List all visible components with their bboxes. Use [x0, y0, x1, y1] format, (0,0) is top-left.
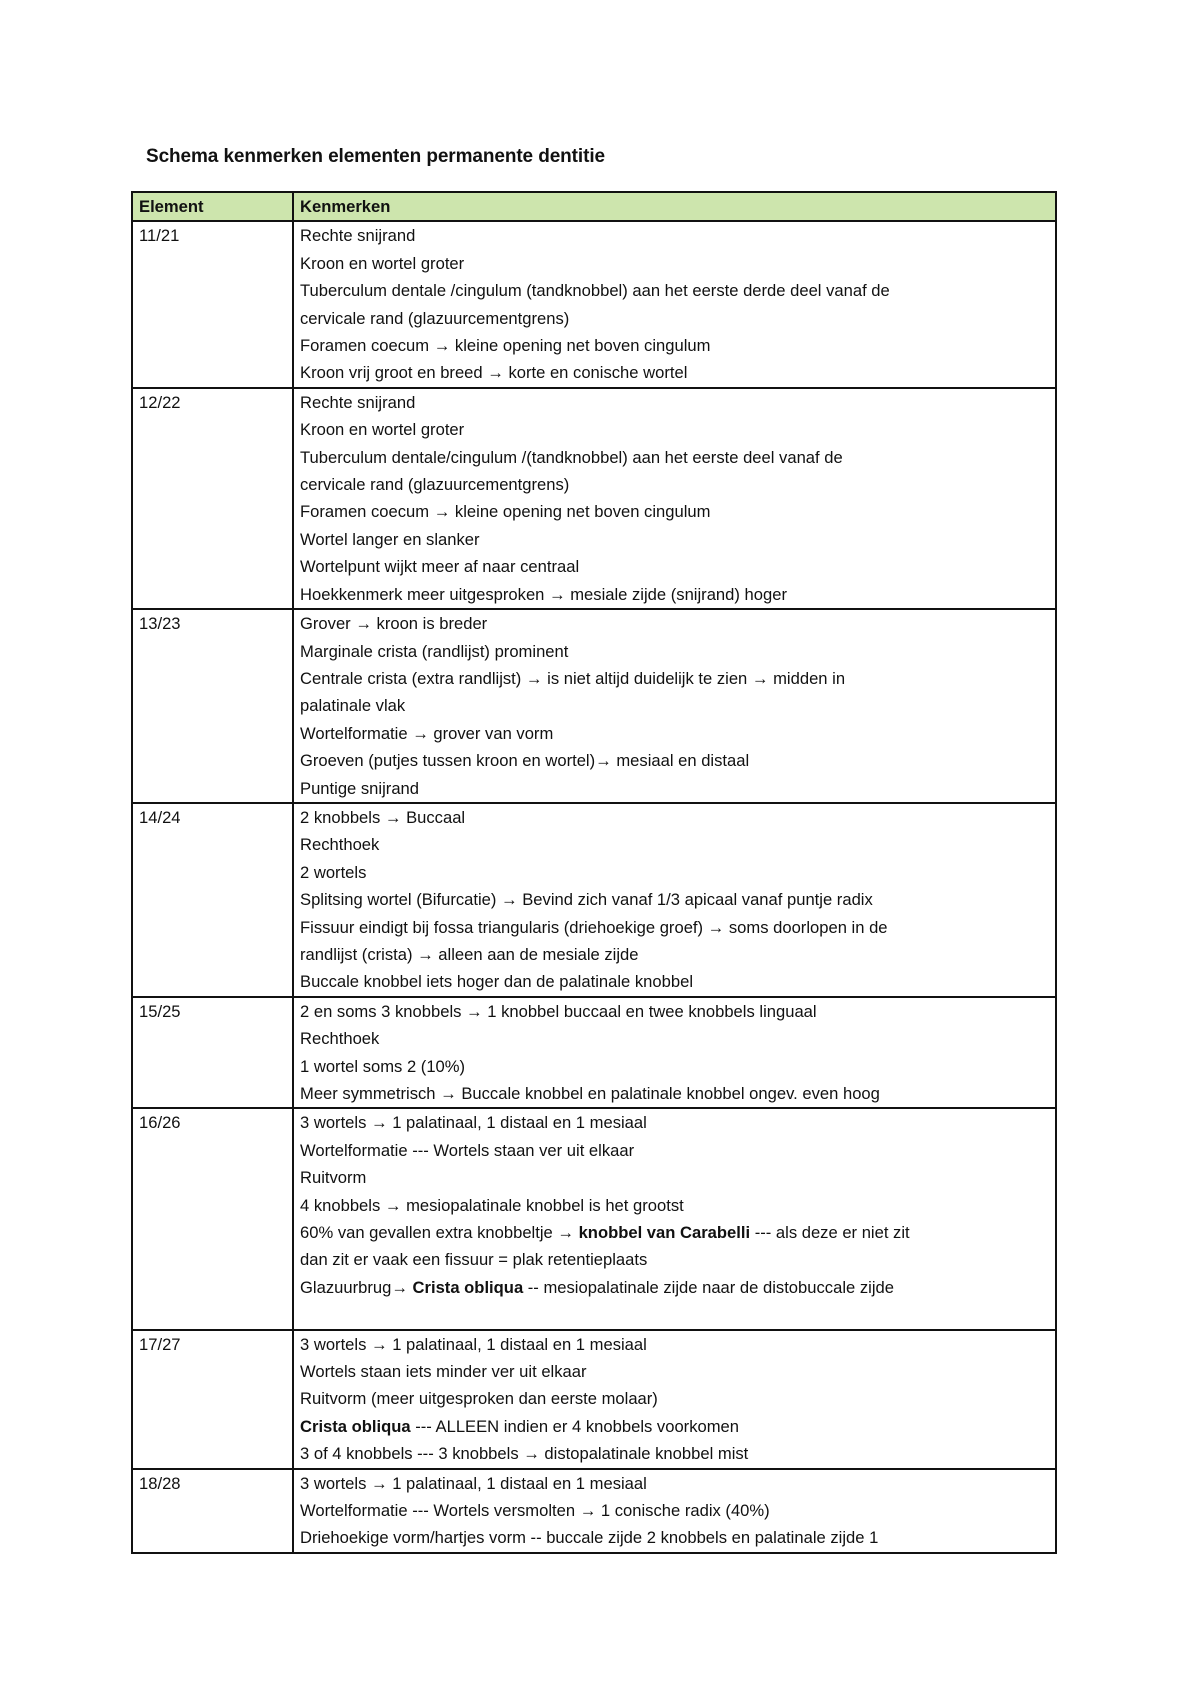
- text-segment: Tuberculum dentale /cingulum (tandknobbel) aan het eerste derde deel vanaf de: [300, 281, 890, 301]
- characteristic-line: [300, 747, 1050, 774]
- characteristic-line: [300, 914, 1050, 941]
- characteristic-line: [300, 692, 1050, 719]
- characteristic-line: [300, 332, 1050, 359]
- element-cell: 11/21: [132, 221, 293, 387]
- characteristic-line: [300, 498, 1050, 525]
- text-segment: --- als deze er niet zit: [750, 1223, 910, 1243]
- characteristic-line: [300, 444, 1050, 471]
- characteristic-line: [300, 941, 1050, 968]
- table-row: [132, 1108, 1056, 1329]
- characteristics-cell: [293, 1469, 1056, 1553]
- text-segment: cervicale rand (glazuurcementgrens): [300, 308, 570, 328]
- characteristic-line: [300, 665, 1050, 692]
- characteristic-line: [300, 1137, 1050, 1164]
- text-segment: Driehoekige vorm/hartjes vorm -- buccale zijde 2 knobbels en palatinale zijde 1: [300, 1528, 879, 1548]
- text-segment: Foramen coecum → kleine opening net boven cingulum: [300, 336, 711, 356]
- table-row: [132, 388, 1056, 609]
- text-segment: Wortelformatie --- Wortels versmolten → 1 conische radix (40%): [300, 1501, 770, 1521]
- text-segment: -- mesiopalatinale zijde naar de distobuccale zijde: [523, 1277, 894, 1297]
- characteristics-cell: [293, 803, 1056, 997]
- text-segment: Hoekkenmerk meer uitgesproken → mesiale zijde (snijrand) hoger: [300, 584, 787, 604]
- text-segment: palatinale vlak: [300, 696, 406, 716]
- bold-term: Crista obliqua: [300, 1416, 411, 1436]
- text-segment: Centrale crista (extra randlijst) → is niet altijd duidelijk te zien → midden in: [300, 668, 846, 688]
- characteristic-line: [300, 968, 1050, 995]
- text-segment: 2 wortels: [300, 862, 367, 882]
- text-segment: Puntige snijrand: [300, 778, 420, 798]
- characteristics-table: [131, 191, 1057, 1554]
- text-segment: 1 wortel soms 2 (10%): [300, 1056, 466, 1076]
- characteristics-cell: [293, 388, 1056, 609]
- characteristic-line: [300, 1274, 1050, 1301]
- characteristic-line: [300, 638, 1050, 665]
- characteristic-line: [300, 553, 1050, 580]
- characteristic-line: [300, 1080, 1050, 1107]
- table-body: [132, 221, 1056, 1552]
- column-header-element: Element: [132, 192, 293, 221]
- table-row: [132, 609, 1056, 803]
- text-segment: 3 wortels → 1 palatinaal, 1 distaal en 1 mesiaal: [300, 1113, 647, 1133]
- text-segment: Groeven (putjes tussen kroon en wortel)→ mesiaal en distaal: [300, 751, 750, 771]
- text-segment: Rechte snijrand: [300, 226, 416, 246]
- table-header-row: [132, 192, 1056, 221]
- characteristic-line: [300, 250, 1050, 277]
- characteristic-line: [300, 305, 1050, 332]
- characteristic-line: [300, 720, 1050, 747]
- characteristic-line: [300, 1219, 1050, 1246]
- characteristic-line: [300, 998, 1050, 1025]
- text-segment: 3 wortels → 1 palatinaal, 1 distaal en 1 mesiaal: [300, 1334, 647, 1354]
- characteristic-line: [300, 775, 1050, 802]
- characteristic-line: [300, 1246, 1050, 1273]
- text-segment: 3 wortels → 1 palatinaal, 1 distaal en 1 mesiaal: [300, 1473, 647, 1493]
- text-segment: Rechte snijrand: [300, 392, 416, 412]
- element-cell: 15/25: [132, 997, 293, 1109]
- bold-term: knobbel van Carabelli: [578, 1223, 751, 1243]
- characteristic-line: [300, 416, 1050, 443]
- characteristic-line: [300, 1164, 1050, 1191]
- text-segment: Wortel langer en slanker: [300, 529, 480, 549]
- text-segment: --- ALLEEN indien er 4 knobbels voorkomen: [410, 1416, 739, 1436]
- characteristics-cell: [293, 609, 1056, 803]
- text-segment: Ruitvorm: [300, 1168, 367, 1188]
- characteristic-line: [300, 804, 1050, 831]
- characteristic-line: [300, 1470, 1050, 1497]
- text-segment: 2 en soms 3 knobbels → 1 knobbel buccaal en twee knobbels linguaal: [300, 1001, 817, 1021]
- characteristic-line: [300, 1440, 1050, 1467]
- characteristic-line: [300, 1331, 1050, 1358]
- page-title: Schema kenmerken elementen permanente dentitie: [146, 146, 605, 167]
- element-cell: 13/23: [132, 609, 293, 803]
- text-segment: 3 of 4 knobbels --- 3 knobbels → distopalatinale knobbel mist: [300, 1444, 749, 1464]
- table-row: [132, 1330, 1056, 1469]
- characteristic-line: [300, 859, 1050, 886]
- characteristic-line: [300, 389, 1050, 416]
- text-segment: Wortelformatie --- Wortels staan ver uit elkaar: [300, 1140, 635, 1160]
- text-segment: Splitsing wortel (Bifurcatie) → Bevind zich vanaf 1/3 apicaal vanaf puntje radix: [300, 890, 873, 910]
- text-segment: Meer symmetrisch → Buccale knobbel en palatinale knobbel ongev. even hoog: [300, 1084, 880, 1103]
- element-cell: 12/22: [132, 388, 293, 609]
- text-segment: cervicale rand (glazuurcementgrens): [300, 475, 570, 495]
- text-segment: Marginale crista (randlijst) prominent: [300, 641, 569, 661]
- characteristic-line: [300, 1413, 1050, 1440]
- characteristic-line: [300, 471, 1050, 498]
- characteristic-line: [300, 1109, 1050, 1136]
- characteristics-cell: [293, 1108, 1056, 1329]
- characteristic-line: [300, 610, 1050, 637]
- characteristic-line: [300, 581, 1050, 608]
- characteristics-cell: [293, 997, 1056, 1109]
- text-segment: 2 knobbels → Buccaal: [300, 807, 466, 827]
- text-segment: Rechthoek: [300, 835, 380, 855]
- empty-line: [300, 1301, 1050, 1328]
- characteristic-line: [300, 1497, 1050, 1524]
- text-segment: Grover → kroon is breder: [300, 614, 488, 634]
- characteristic-line: [300, 1524, 1050, 1551]
- text-segment: Wortelpunt wijkt meer af naar centraal: [300, 557, 580, 577]
- text-segment: Wortels staan iets minder ver uit elkaar: [300, 1362, 587, 1382]
- text-segment: Wortelformatie → grover van vorm: [300, 723, 554, 743]
- text-segment: Tuberculum dentale/cingulum /(tandknobbel) aan het eerste deel vanaf de: [300, 447, 843, 467]
- text-segment: Buccale knobbel iets hoger dan de palatinale knobbel: [300, 972, 694, 992]
- text-segment: Rechthoek: [300, 1029, 380, 1049]
- characteristic-line: [300, 359, 1050, 386]
- characteristic-line: [300, 1358, 1050, 1385]
- characteristic-line: [300, 1192, 1050, 1219]
- characteristic-line: [300, 526, 1050, 553]
- characteristics-cell: [293, 1330, 1056, 1469]
- element-cell: 16/26: [132, 1108, 293, 1329]
- element-cell: 18/28: [132, 1469, 293, 1553]
- characteristic-line: [300, 886, 1050, 913]
- text-segment: Foramen coecum → kleine opening net boven cingulum: [300, 502, 711, 522]
- characteristic-line: [300, 277, 1050, 304]
- element-cell: 14/24: [132, 803, 293, 997]
- text-segment: 4 knobbels → mesiopalatinale knobbel is het grootst: [300, 1195, 684, 1215]
- column-header-characteristics: Kenmerken: [293, 192, 1056, 221]
- characteristic-line: [300, 1025, 1050, 1052]
- text-segment: Glazuurbrug→: [300, 1277, 413, 1297]
- bold-term: Crista obliqua: [412, 1277, 524, 1297]
- table-row: [132, 997, 1056, 1109]
- text-segment: randlijst (crista) → alleen aan de mesiale zijde: [300, 944, 639, 964]
- characteristics-cell: [293, 221, 1056, 387]
- text-segment: Fissuur eindigt bij fossa triangularis (driehoekige groef) → soms doorlopen in de: [300, 917, 888, 937]
- text-segment: Kroon en wortel groter: [300, 253, 465, 273]
- text-segment: dan zit er vaak een fissuur = plak retentieplaats: [300, 1250, 648, 1270]
- characteristic-line: [300, 831, 1050, 858]
- table-row: [132, 221, 1056, 387]
- table-row: [132, 1469, 1056, 1553]
- element-cell: 17/27: [132, 1330, 293, 1469]
- table-row: [132, 803, 1056, 997]
- characteristic-line: [300, 1053, 1050, 1080]
- characteristic-line: [300, 1385, 1050, 1412]
- text-segment: Ruitvorm (meer uitgesproken dan eerste molaar): [300, 1389, 658, 1409]
- text-segment: Kroon vrij groot en breed → korte en conische wortel: [300, 363, 688, 383]
- text-segment: Kroon en wortel groter: [300, 420, 465, 440]
- characteristic-line: [300, 222, 1050, 249]
- text-segment: 60% van gevallen extra knobbeltje →: [300, 1223, 579, 1243]
